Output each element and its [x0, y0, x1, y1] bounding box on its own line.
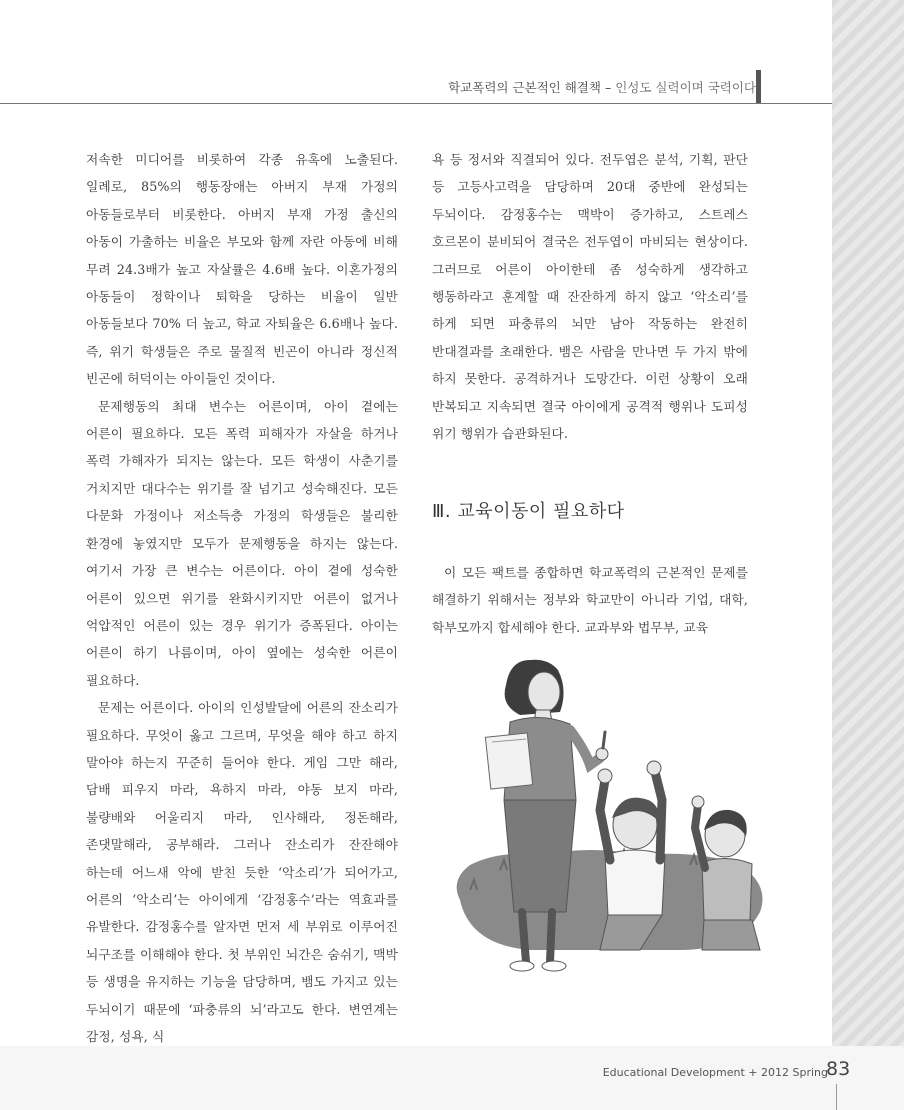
- header-title: 학교폭력의 근본적인 해결책: [448, 80, 601, 95]
- teacher-scolding-children-illustration: [440, 650, 780, 980]
- header-dash: –: [604, 80, 612, 95]
- illustration-svg: [440, 650, 780, 980]
- journal-footer: Educational Development + 2012 Spring: [602, 1066, 828, 1079]
- section-heading: Ⅲ. 교육이동이 필요하다: [432, 501, 625, 522]
- left-paragraph-3: 문제는 어른이다. 아이의 인성발달에 어른의 잔소리가 필요하다. 무엇이 옳고 그르며, 무엇을 해야 하고 하지 말아야 하는지 꾸준히 들어야 한다. 게임 그만 해라, 담배 피우지 마라, 욕하지 마라, 야동 보지 마라, 불량배와 어울리지 마라, 인사해라, 정돈해라, 존댓말해라, 공부해라. 그러나 잔소리가 잔잔해야 하는데 어느새 악에 받친 듯한 ‘악소리’가 되어가고, 어른의 ‘악소리’는 아이에게 ‘감정홍수’라는 역효과를 유발한다. 감정홍수를 알자면 먼저 세 부위로 이루어진 뇌구조를 이해해야 한다. 첫 부위인 뇌간은 숨쉬기, 맥박 등 생명을 유지하는 기능을 담당하며, 뱀도 가지고 있는 두뇌이기 때문에 ‘파충류의 뇌’라고도 한다. 변연계는 감정, 성욕, 식: [86, 700, 398, 1044]
- page-number-rule: [836, 1084, 837, 1110]
- right-column-section: [432, 559, 748, 641]
- right-paragraph-1: 욕 등 정서와 직결되어 있다. 전두엽은 분석, 기획, 판단 등 고등사고력을 담당하며 20대 중반에 완성되는 두뇌이다. 감정홍수는 맥박이 증가하고, 스트레스 호르몬이 분비되어 결국은 전두엽이 마비되는 현상이다. 그러므로 어른이 아이한테 좀 성숙하게 생각하고 행동하라고 훈계할 때 잔잔하게 하지 않고 ‘악소리’를 하게 되면 파충류의 뇌만 남아 작동하는 완전히 반대결과를 초래한다. 뱀은 사람을 만나면 두 가지 밖에 하지 못한다. 공격하거나 도망간다. 이런 상황이 오래 반복되고 지속되면 결국 아이에게 공격적 행위나 도피성 위기 행위가 습관화된다.: [432, 152, 748, 442]
- left-paragraph-2: 문제행동의 최대 변수는 어른이며, 아이 곁에는 어른이 필요하다. 모든 폭력 피해자가 자살을 하거나 폭력 가해자가 되지는 않는다. 모든 학생이 사춘기를 거치지만 대다수는 위기를 잘 넘기고 성숙해진다. 모든 다문화 가정이나 저소득층 가정의 학생들은 불리한 환경에 놓였지만 모두가 문제행동을 하지는 않는다. 여기서 가장 큰 변수는 어른이다. 아이 곁에 성숙한 어른이 있으면 위기를 완화시키지만 어른이 없거나 억압적인 어른이 있는 경우 위기가 증폭된다. 아이는 어른이 하기 나름이며, 아이 옆에는 성숙한 어른이 필요하다.: [86, 398, 398, 688]
- section-paragraph: 이 모든 팩트를 종합하면 학교폭력의 근본적인 문제를 해결하기 위해서는 정부와 학교만이 아니라 기업, 대학, 학부모까지 합세해야 한다. 교과부와 법무부, 교육: [432, 565, 748, 635]
- left-column: [86, 146, 398, 1050]
- right-column: [432, 146, 748, 447]
- left-paragraph-1: 저속한 미디어를 비롯하여 각종 유혹에 노출된다. 일례로, 85%의 행동장애는 아버지 부재 가정의 아동들로부터 비롯한다. 아버지 부재 가정 출신의 아동이 가출하는 비율은 부모와 함께 자란 아동에 비해 무려 24.3배가 높고 자살률은 4.6배 높다. 이혼가정의 아동들이 정학이나 퇴학을 당하는 비율이 일반 아동들보다 70% 더 높고, 학교 자퇴율은 6.6배나 높다. 즉, 위기 학생들은 주로 물질적 빈곤이 아니라 정신적 빈곤에 허덕이는 아이들인 것이다.: [86, 152, 398, 387]
- header-rule: [0, 103, 832, 104]
- header-accent-bar: [756, 70, 761, 104]
- header-subtitle: 인성도 실력이며 국력이다: [615, 80, 756, 95]
- child-figure-left: [598, 761, 665, 950]
- page-number: 83: [826, 1058, 851, 1080]
- running-header: [448, 78, 756, 96]
- decorative-side-stripe: [832, 0, 904, 1046]
